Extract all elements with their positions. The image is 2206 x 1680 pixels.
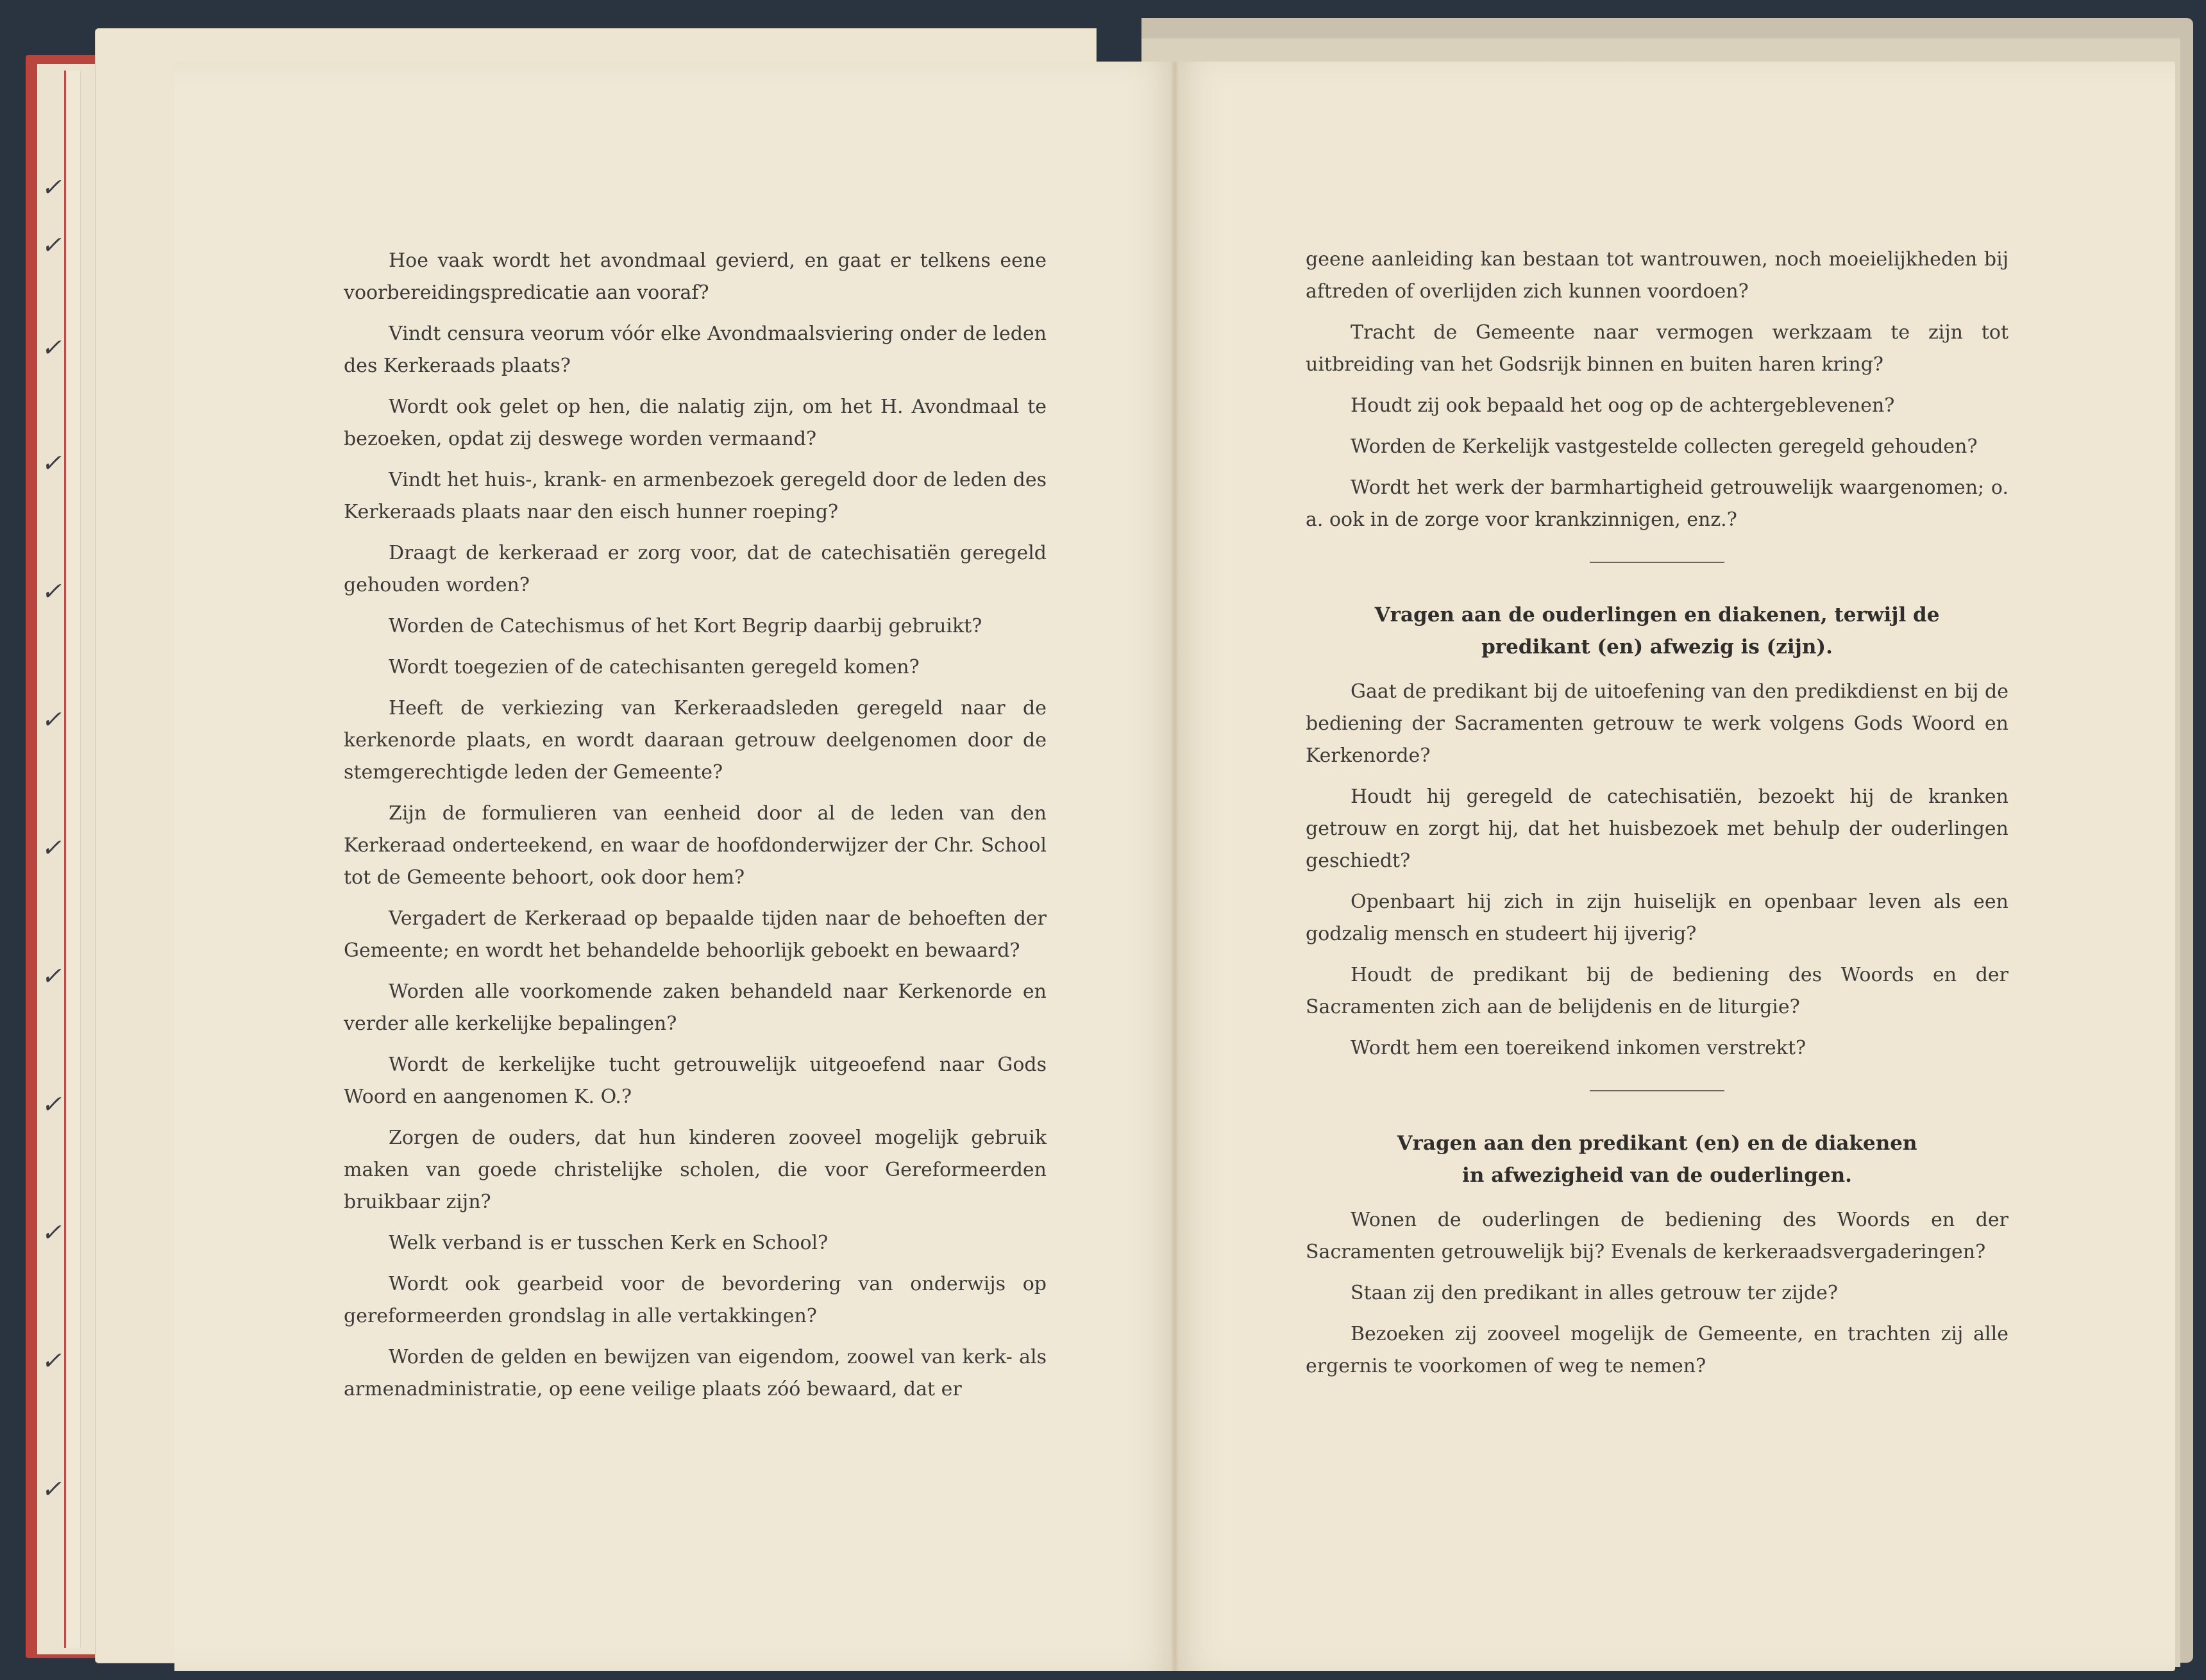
section-heading-1: [1306, 599, 2008, 663]
question-paragraph: Worden alle voorkomende zaken behandeld naar Kerkenorde en verder alle kerkelijke bepalingen?: [344, 980, 1047, 1035]
question-paragraph: Worden de Kerkelijk vastgestelde collecten geregeld gehouden?: [1351, 435, 1978, 458]
handwritten-mark: ✓: [41, 1090, 62, 1118]
handwritten-mark: ✓: [41, 834, 62, 862]
question-paragraph: Worden de Catechismus of het Kort Begrip daarbij gebruikt?: [389, 615, 982, 637]
question-paragraph: Wordt ook gelet op hen, die nalatig zijn, om het H. Avondmaal te bezoeken, opdat zij deswege worden vermaand?: [344, 396, 1047, 450]
handwritten-mark: ✓: [41, 333, 62, 362]
question-paragraph: Zijn de formulieren van eenheid door al de leden van den Kerkeraad onderteekend, en waar de hoofdonderwijzer der Chr. School tot de Gemeente behoort, ook door hem?: [344, 802, 1047, 889]
section-heading-2: [1306, 1127, 2008, 1191]
question-paragraph: Wordt hem een toereikend inkomen verstrekt?: [1351, 1037, 1806, 1059]
question-paragraph: Vindt het huis-, krank- en armenbezoek geregeld door de leden des Kerkeraads plaats naar den eisch hunner roeping?: [344, 469, 1047, 523]
handwritten-mark: ✓: [41, 1218, 62, 1247]
question-paragraph: Draagt de kerkeraad er zorg voor, dat de catechisatiën geregeld gehouden worden?: [344, 542, 1047, 596]
question-paragraph: Houdt hij geregeld de catechisatiën, bezoekt hij de kranken getrouw en zorgt hij, dat het huisbezoek met behulp der ouderlingen geschiedt?: [1306, 785, 2008, 872]
question-paragraph: Tracht de Gemeente naar vermogen werkzaam te zijn tot uitbreiding van het Godsrijk binnen en buiten haren kring?: [1306, 321, 2008, 376]
question-paragraph: Openbaart hij zich in zijn huiselijk en openbaar leven als een godzalig mensch en studeert hij ijverig?: [1306, 891, 2008, 945]
question-paragraph: Gaat de predikant bij de uitoefening van den predikdienst en bij de bediening der Sacramenten getrouw te werk volgens Gods Woord en Kerkenorde?: [1306, 680, 2008, 767]
question-paragraph: Houdt zij ook bepaald het oog op de achtergeblevenen?: [1351, 394, 1895, 417]
question-paragraph: Wonen de ouderlingen de bediening des Woords en der Sacramenten getrouwelijk bij? Evenals de kerkeraadsvergaderingen?: [1306, 1209, 2008, 1263]
handwritten-mark: ✓: [41, 577, 62, 605]
question-paragraph: Wordt ook gearbeid voor de bevordering van onderwijs op gereformeerden grondslag in alle vertakkingen?: [344, 1273, 1047, 1327]
question-paragraph: Vergadert de Kerkeraad op bepaalde tijden naar de behoeften der Gemeente; en wordt het behandelde behoorlijk geboekt en bewaard?: [344, 907, 1047, 962]
question-paragraph: Staan zij den predikant in alles getrouw ter zijde?: [1351, 1282, 1838, 1304]
left-page-text: [344, 245, 1047, 1415]
handwritten-mark: ✓: [41, 1475, 62, 1503]
section-divider: [1590, 1090, 1724, 1091]
handwritten-mark: ✓: [41, 1347, 62, 1375]
question-paragraph: Wordt de kerkelijke tucht getrouwelijk uitgeoefend naar Gods Woord en aangenomen K. O.?: [344, 1054, 1047, 1108]
handwritten-mark: ✓: [41, 962, 62, 990]
question-paragraph: Zorgen de ouders, dat hun kinderen zooveel mogelijk gebruik maken van goede christelijke scholen, die voor Gereformeerden bruikbaar zijn?: [344, 1127, 1047, 1213]
book-gutter: [1171, 62, 1179, 1671]
question-paragraph: Welk verband is er tusschen Kerk en School?: [389, 1232, 829, 1254]
right-page-text: [1306, 244, 2008, 1391]
handwritten-mark: ✓: [41, 705, 62, 734]
handwritten-mark: ✓: [41, 449, 62, 477]
section-heading-1-line1: Vragen aan de ouderlingen en diakenen, terwijl de: [1374, 603, 1940, 626]
question-paragraph: Hoe vaak wordt het avondmaal gevierd, en gaat er telkens eene voorbereidingspredicatie aan vooraf?: [344, 249, 1047, 304]
question-paragraph: Wordt toegezien of de catechisanten geregeld komen?: [389, 656, 920, 678]
section-heading-2-line1: Vragen aan den predikant (en) en de diakenen: [1397, 1132, 1917, 1155]
section-divider: [1590, 562, 1724, 563]
question-paragraph: Vindt censura veorum vóór elke Avondmaalsviering onder de leden des Kerkeraads plaats?: [344, 323, 1047, 377]
question-paragraph: Worden de gelden en bewijzen van eigendom, zoowel van kerk- als armenadministratie, op eene veilige plaats zóó bewaard, dat er: [344, 1346, 1047, 1400]
question-paragraph: Wordt het werk der barmhartigheid getrouwelijk waargenomen; o. a. ook in de zorge voor krankzinnigen, enz.?: [1306, 476, 2008, 531]
ruled-margin-strip: [64, 71, 81, 1648]
handwritten-mark: ✓: [41, 231, 62, 259]
continued-paragraph: geene aanleiding kan bestaan tot wantrouwen, noch moeielijkheden bij aftreden of overlijden zich kunnen voordoen?: [1306, 248, 2008, 303]
question-paragraph: Bezoeken zij zooveel mogelijk de Gemeente, en trachten zij alle ergernis te voorkomen of weg te nemen?: [1306, 1323, 2008, 1377]
question-paragraph: Heeft de verkiezing van Kerkeraadsleden geregeld naar de kerkenorde plaats, en wordt daaraan getrouw deelgenomen door de stemgerechtigde leden der Gemeente?: [344, 697, 1047, 784]
section-heading-2-line2: in afwezigheid van de ouderlingen.: [1462, 1164, 1852, 1187]
section-heading-1-line2: predikant (en) afwezig is (zijn).: [1481, 635, 1833, 659]
handwritten-mark: ✓: [41, 173, 62, 201]
question-paragraph: Houdt de predikant bij de bediening des Woords en der Sacramenten zich aan de belijdenis en de liturgie?: [1306, 964, 2008, 1018]
